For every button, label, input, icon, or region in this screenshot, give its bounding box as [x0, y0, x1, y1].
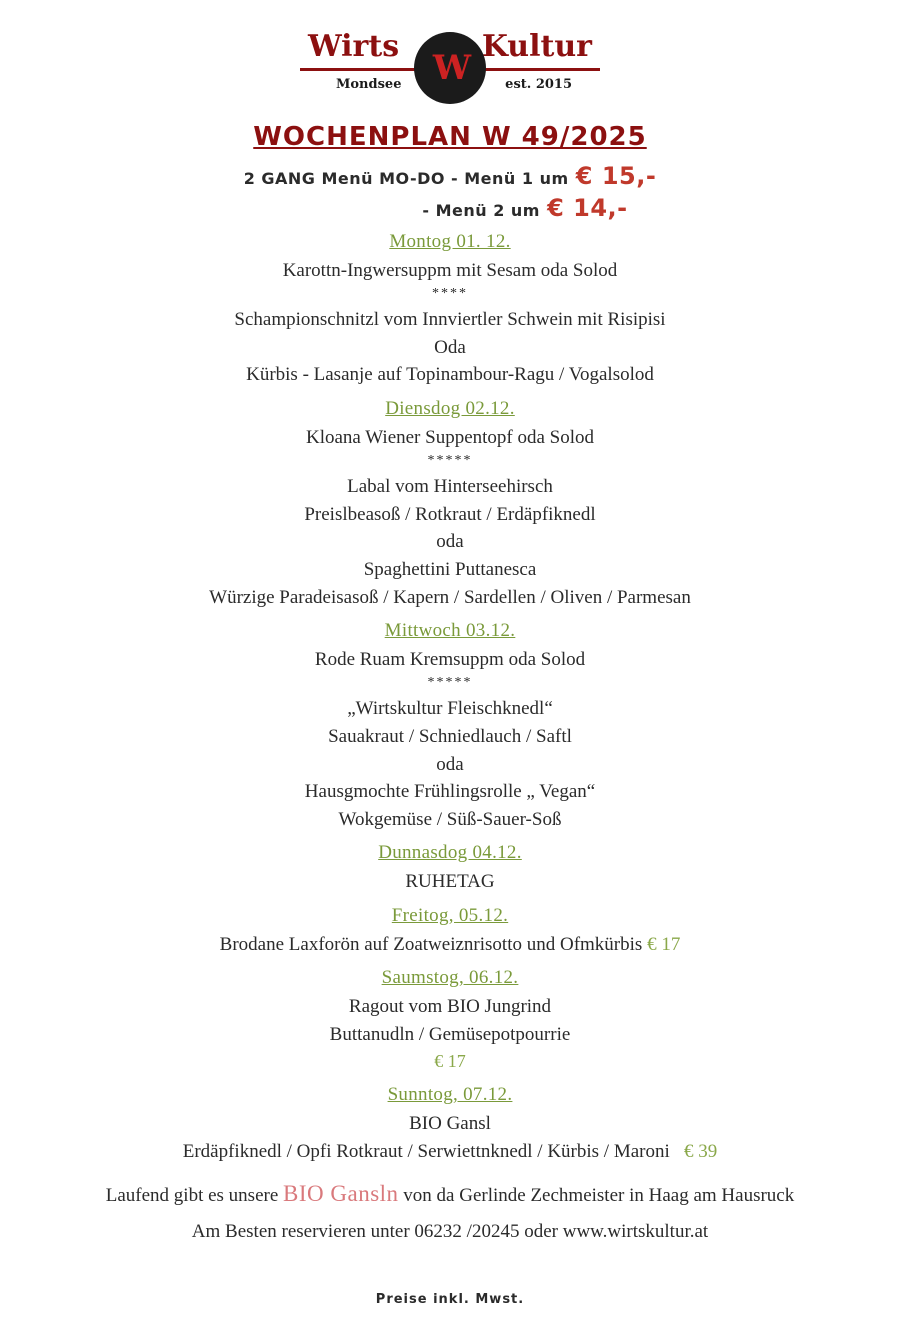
- day-line: Wokgemüse / Süß-Sauer-Soß: [338, 808, 562, 830]
- day-line: Schampionschnitzl vom Innviertler Schwein mit Risipisi: [234, 309, 666, 331]
- vat-note: Preise inkl. Mwst.: [375, 1292, 525, 1308]
- day-heading-montog: Montog 01. 12.: [389, 231, 511, 252]
- day-price: € 39: [684, 1140, 718, 1162]
- day-line: „Wirtskultur Fleischknedl“: [347, 698, 553, 720]
- day-line: Kürbis - Lasanje auf Topinambour-Ragu / Vogalsolod: [246, 364, 654, 386]
- day-separator: *****: [427, 674, 473, 690]
- note-highlight: BIO Gansln: [283, 1181, 399, 1207]
- day-line: Oda: [434, 336, 466, 358]
- logo-word-right: Kultur: [481, 29, 592, 64]
- reservation-note: Am Besten reservieren unter 06232 /20245 oder www.wirtskultur.at: [191, 1220, 709, 1242]
- day-heading-mittwoch: Mittwoch 03.12.: [384, 620, 516, 642]
- day-price: € 17: [434, 1051, 466, 1072]
- logo-sub-right: est. 2015: [505, 77, 572, 92]
- menu2-price-amount: € 14,-: [547, 194, 628, 222]
- day-line: Würzige Paradeisasoß / Kapern / Sardellen / Oliven / Parmesan: [209, 586, 691, 608]
- menu1-price-amount: € 15,-: [575, 162, 657, 190]
- day-heading-diensdog: Diensdog 02.12.: [385, 397, 515, 419]
- day-line: oda: [436, 753, 464, 775]
- day-dish-text: Brodane Laxforön auf Zoatweiznrisotto und Ofmkürbis: [219, 933, 643, 955]
- day-line: Karottn-Ingwersuppm mit Sesam oda Solod: [282, 260, 618, 281]
- page-title: WOCHENPLAN W 49/2025: [253, 122, 647, 152]
- note-prefix: Laufend gibt es unsere: [105, 1185, 279, 1207]
- logo-word-left: Wirts: [308, 29, 400, 64]
- day-price: € 17: [647, 933, 681, 955]
- day-line: Kloana Wiener Suppentopf oda Solod: [305, 426, 595, 448]
- day-line: Spaghettini Puttanesca: [363, 558, 537, 580]
- day-heading-saumstog: Saumstog, 06.12.: [381, 967, 519, 989]
- bio-gansln-note: [30, 1177, 870, 1212]
- logo-block: [30, 26, 870, 110]
- day-separator: *****: [427, 452, 473, 468]
- day-line: oda: [436, 531, 464, 553]
- wirtskultur-logo: [300, 26, 600, 110]
- day-heading-dunnasdog: Dunnasdog 04.12.: [378, 842, 522, 864]
- day-line: BIO Gansl: [409, 1113, 491, 1135]
- day-line: Buttanudln / Gemüsepotpourrie: [329, 1023, 571, 1045]
- day-line: Hausgmochte Frühlingsrolle „ Vegan“: [304, 781, 596, 803]
- day-line: [30, 1138, 870, 1166]
- menu1-price-line: [30, 162, 870, 190]
- day-line: Rode Ruam Kremsuppm oda Solod: [314, 649, 586, 671]
- day-separator: ****: [432, 285, 468, 301]
- day-line: Labal vom Hinterseehirsch: [347, 476, 553, 498]
- day-heading-freitog: Freitog, 05.12.: [391, 904, 509, 926]
- day-line-ruhetag: RUHETAG: [405, 871, 495, 893]
- note-suffix: von da Gerlinde Zechmeister in Haag am Hausruck: [403, 1185, 795, 1207]
- menu2-price-line: [30, 194, 870, 222]
- menu1-intro-label: 2 GANG Menü MO-DO - Menü 1 um: [243, 169, 569, 188]
- logo-sub-left: Mondsee: [336, 77, 402, 92]
- logo-monogram: W: [432, 48, 468, 88]
- menu2-intro-label: - Menü 2 um: [422, 201, 540, 220]
- day-heading-sunntog: Sunntog, 07.12.: [387, 1084, 513, 1106]
- day-line: Ragout vom BIO Jungrind: [348, 996, 552, 1018]
- day-line: [30, 931, 870, 959]
- day-dish-text: Erdäpfiknedl / Opfi Rotkraut / Serwiettnknedl / Kürbis / Maroni: [182, 1140, 670, 1162]
- day-line: Sauakraut / Schniedlauch / Saftl: [328, 725, 572, 747]
- day-line: Preislbeasoß / Rotkraut / Erdäpfiknedl: [304, 503, 596, 525]
